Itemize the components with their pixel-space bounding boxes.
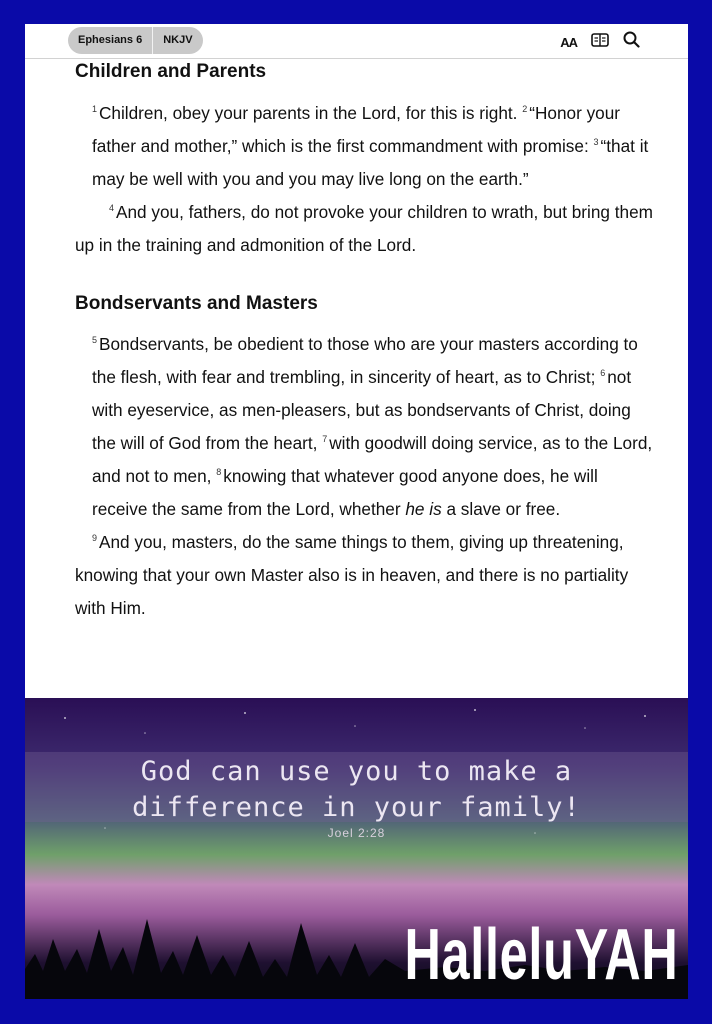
text-size-button[interactable]: AA	[560, 34, 577, 50]
verse-number: 3	[593, 137, 599, 148]
verse-number: 4	[109, 203, 115, 214]
verse-text: And you, masters, do the same things to them, giving up threatening, knowing that your own Master also is in heaven, and there is no partiality with Him.	[75, 532, 629, 618]
translation-button[interactable]: NKJV	[163, 34, 193, 46]
book-chapter-button[interactable]: Ephesians 6	[78, 34, 143, 46]
inspirational-banner	[25, 698, 688, 999]
passage-selector[interactable]	[68, 27, 203, 54]
reader-frame	[25, 24, 688, 999]
book-icon[interactable]	[591, 33, 609, 52]
verse-number: 8	[216, 467, 222, 478]
quote-reference: Joel 2:28	[327, 826, 386, 840]
verse-number: 2	[522, 104, 528, 115]
top-toolbar	[25, 24, 688, 59]
verse-number: 9	[92, 533, 98, 544]
verse-text: “that it may be well with you and you may live long on the earth.”	[92, 136, 649, 189]
verse-number: 5	[92, 335, 98, 346]
verse-number: 7	[322, 434, 328, 445]
verse-text: And you, fathers, do not provoke your children to wrath, but bring them up in the training and admonition of the Lord.	[75, 202, 653, 255]
paragraph-4	[75, 526, 655, 625]
verse-text: not with eyeservice, as men-pleasers, but as bondservants of Christ, doing the will of God from the heart,	[92, 367, 632, 453]
verse-text: a slave or free.	[446, 499, 561, 519]
quote-text	[25, 754, 688, 826]
verse-text: Children, obey your parents in the Lord, for this is right.	[99, 103, 518, 123]
section-heading: Bondservants and Masters	[75, 293, 318, 314]
verse-text: “Honor your father and mother,” which is the first commandment with promise:	[92, 103, 621, 156]
quote-line-2: difference in your family!	[132, 792, 581, 823]
hallelu-yah-signature: HalleluYAH	[403, 915, 678, 995]
verse-text: with goodwill doing service, as to the Lord, and not to men,	[92, 433, 653, 486]
section-heading: Children and Parents	[75, 61, 267, 82]
verse-text: Bondservants, be obedient to those who are your masters according to the flesh, with fear and trembling, in sincerity of heart, as to Christ;	[92, 334, 638, 387]
paragraph-2	[75, 196, 655, 262]
quote-line-1: God can use you to make a	[140, 756, 573, 787]
paragraph-1	[75, 97, 655, 196]
verse-text: knowing that whatever good anyone does, he will receive the same from the Lord, whether	[92, 466, 598, 519]
verse-number: 1	[92, 104, 98, 115]
search-icon[interactable]	[623, 31, 640, 53]
chapter-content	[75, 58, 655, 625]
verse-number: 6	[600, 368, 606, 379]
verse-italic: he is	[405, 499, 442, 519]
paragraph-3	[75, 328, 655, 526]
